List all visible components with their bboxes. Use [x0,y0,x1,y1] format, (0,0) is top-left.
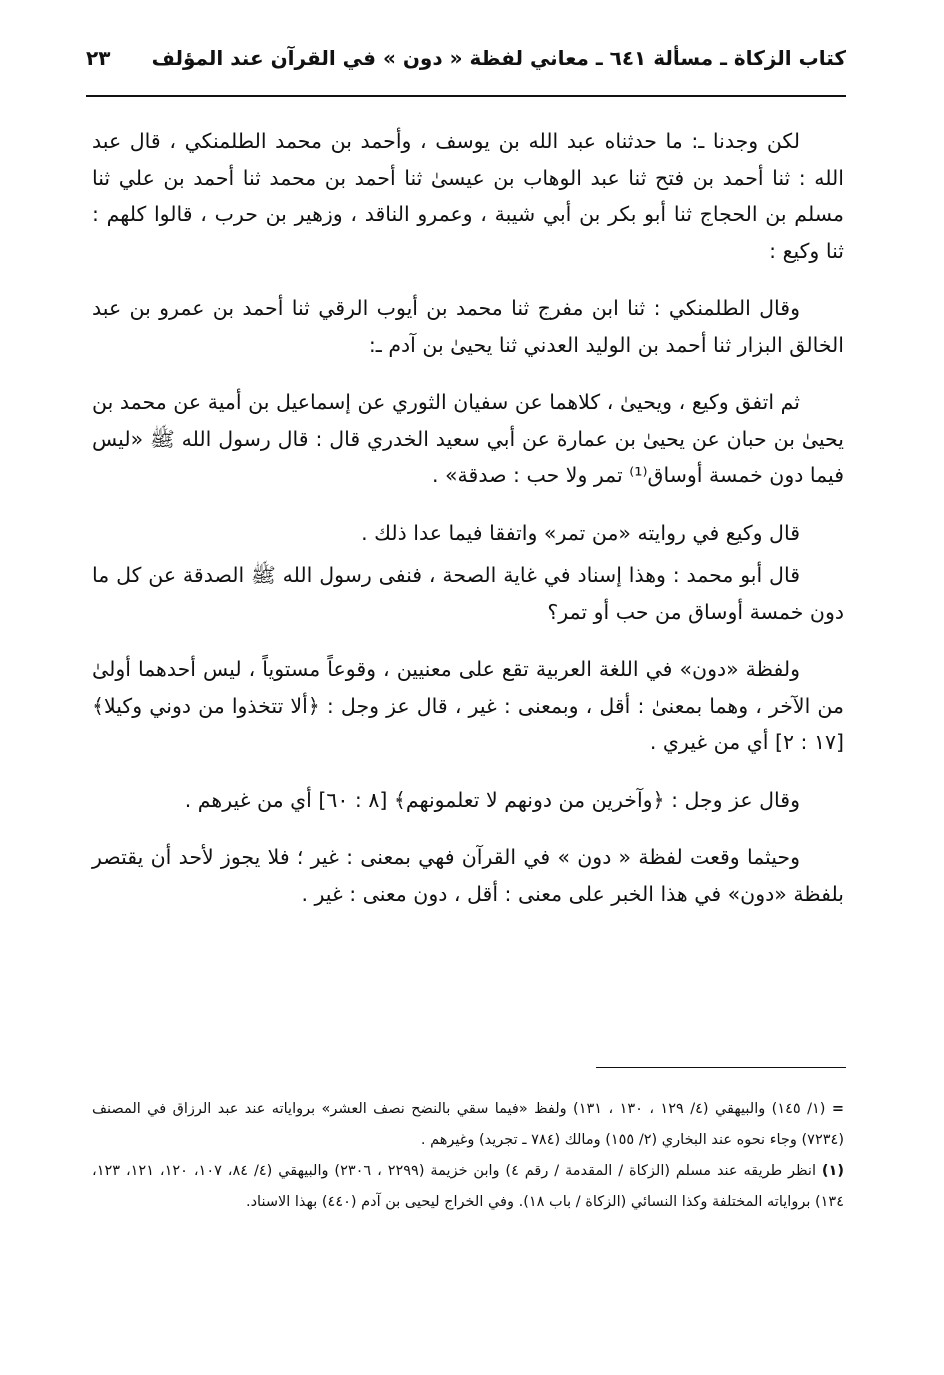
footnote-marker: = [831,1101,845,1117]
paragraph-hadith: ثم اتفق وكيع ، ويحيىٰ ، كلاهما عن سفيان الثوري عن إسماعيل بن أمية عن محمد بن يحيىٰ بن حبان عن يحيىٰ بن عمارة عن أبي سعيد الخدري قال : قال رسول الله ﷺ «ليس فيما دون خمسة أوساق⁽¹⁾ تمر ولا حب : صدقة» . [92,390,844,487]
paragraph-meaning-doon: ولفظة «دون» في اللغة العربية تقع على معنيين ، وقوعاً مستوياً ، ليس أحدهما أولىٰ من الآخر ، وهما بمعنىٰ : أقل ، وبمعنى : غير ، قال عز وجل : ﴿ألا تتخذوا من دوني وكيلا﴾ [١٧ : ٢] أي من غيري . [92,657,844,754]
header-rule [86,95,846,97]
footnote-continued [92,1094,844,1156]
paragraph-isnad-talamanki: وقال الطلمنكي : ثنا ابن مفرج ثنا محمد بن أيوب الرقي ثنا أحمد بن عمرو بن عبد الخالق البزار ثنا أحمد بن الوليد العدني ثنا يحيىٰ بن آدم ـ: [92,296,844,357]
footnote-text: انظر طريقه عند مسلم (الزكاة / المقدمة / رقم ٤) وابن خزيمة (٢٢٩٩ ، ٢٣٠٦) والبيهقي (٤/ ٨٤، ١٠٧، ١٢٠، ١٢١، ١٢٣، ١٣٤) برواياته المختلفة وكذا النسائي (الزكاة / باب ١٨). وفي الخراج ليحيى بن آدم (٤٤٠) بهذا الاسناد. [92,1163,844,1210]
footnotes [92,1094,844,1218]
paragraph-conclusion: وحيثما وقعت لفظة « دون » في القرآن فهي بمعنى : غير ؛ فلا يجوز لأحد أن يقتصر بلفظة «دون» في هذا الخبر على معنى : أقل ، دون معنى : غير . [92,845,844,906]
paragraph-abu-muhammad: قال أبو محمد : وهذا إسناد في غاية الصحة ، فنفى رسول الله ﷺ الصدقة عن كل ما دون خمسة أوساق من حب أو تمر؟ [92,563,844,624]
paragraph-quran-verse: وقال عز وجل : ﴿وآخرين من دونهم لا تعلمونهم﴾ [٨ : ٦٠] أي من غيرهم . [184,787,800,812]
paragraph-isnad-wakee: لكن وجدنا ـ: ما حدثناه عبد الله بن يوسف ، وأحمد بن محمد الطلمنكي ، قال عبد الله : ثنا أحمد بن فتح ثنا عبد الوهاب بن عيسىٰ ثنا أحمد بن محمد ثنا أحمد بن علي ثنا مسلم بن الحجاج ثنا أبو بكر بن أبي شيبة ، وعمرو الناقد ، وزهير بن حرب ، قالوا كلهم : ثنا وكيع : [92,129,844,263]
main-text [92,123,844,933]
footnote-1 [92,1156,844,1218]
footnote-rule [596,1067,846,1068]
footnote-text: (١/ ١٤٥) والبيهقي (٤/ ١٢٩ ، ١٣٠ ، ١٣١) ولفظ «فيما سقي بالنضح نصف العشر» برواياته عند عبد الرزاق في المصنف (٧٢٣٤) وجاء نحوه عند البخاري (٢/ ١٥٥) ومالك (٧٨٤ ـ تجريد) وغيرهم . [92,1101,844,1148]
page-number: ٢٣ [86,46,111,70]
footnote-marker: (١) [821,1163,845,1179]
page-header [86,38,846,84]
paragraph-wakee-narration: قال وكيع في روايته «من تمر» واتفقا فيما عدا ذلك . [361,520,800,545]
running-title: كتاب الزكاة ـ مسألة ٦٤١ ـ معاني لفظة « دون » في القرآن عند المؤلف [151,46,846,70]
